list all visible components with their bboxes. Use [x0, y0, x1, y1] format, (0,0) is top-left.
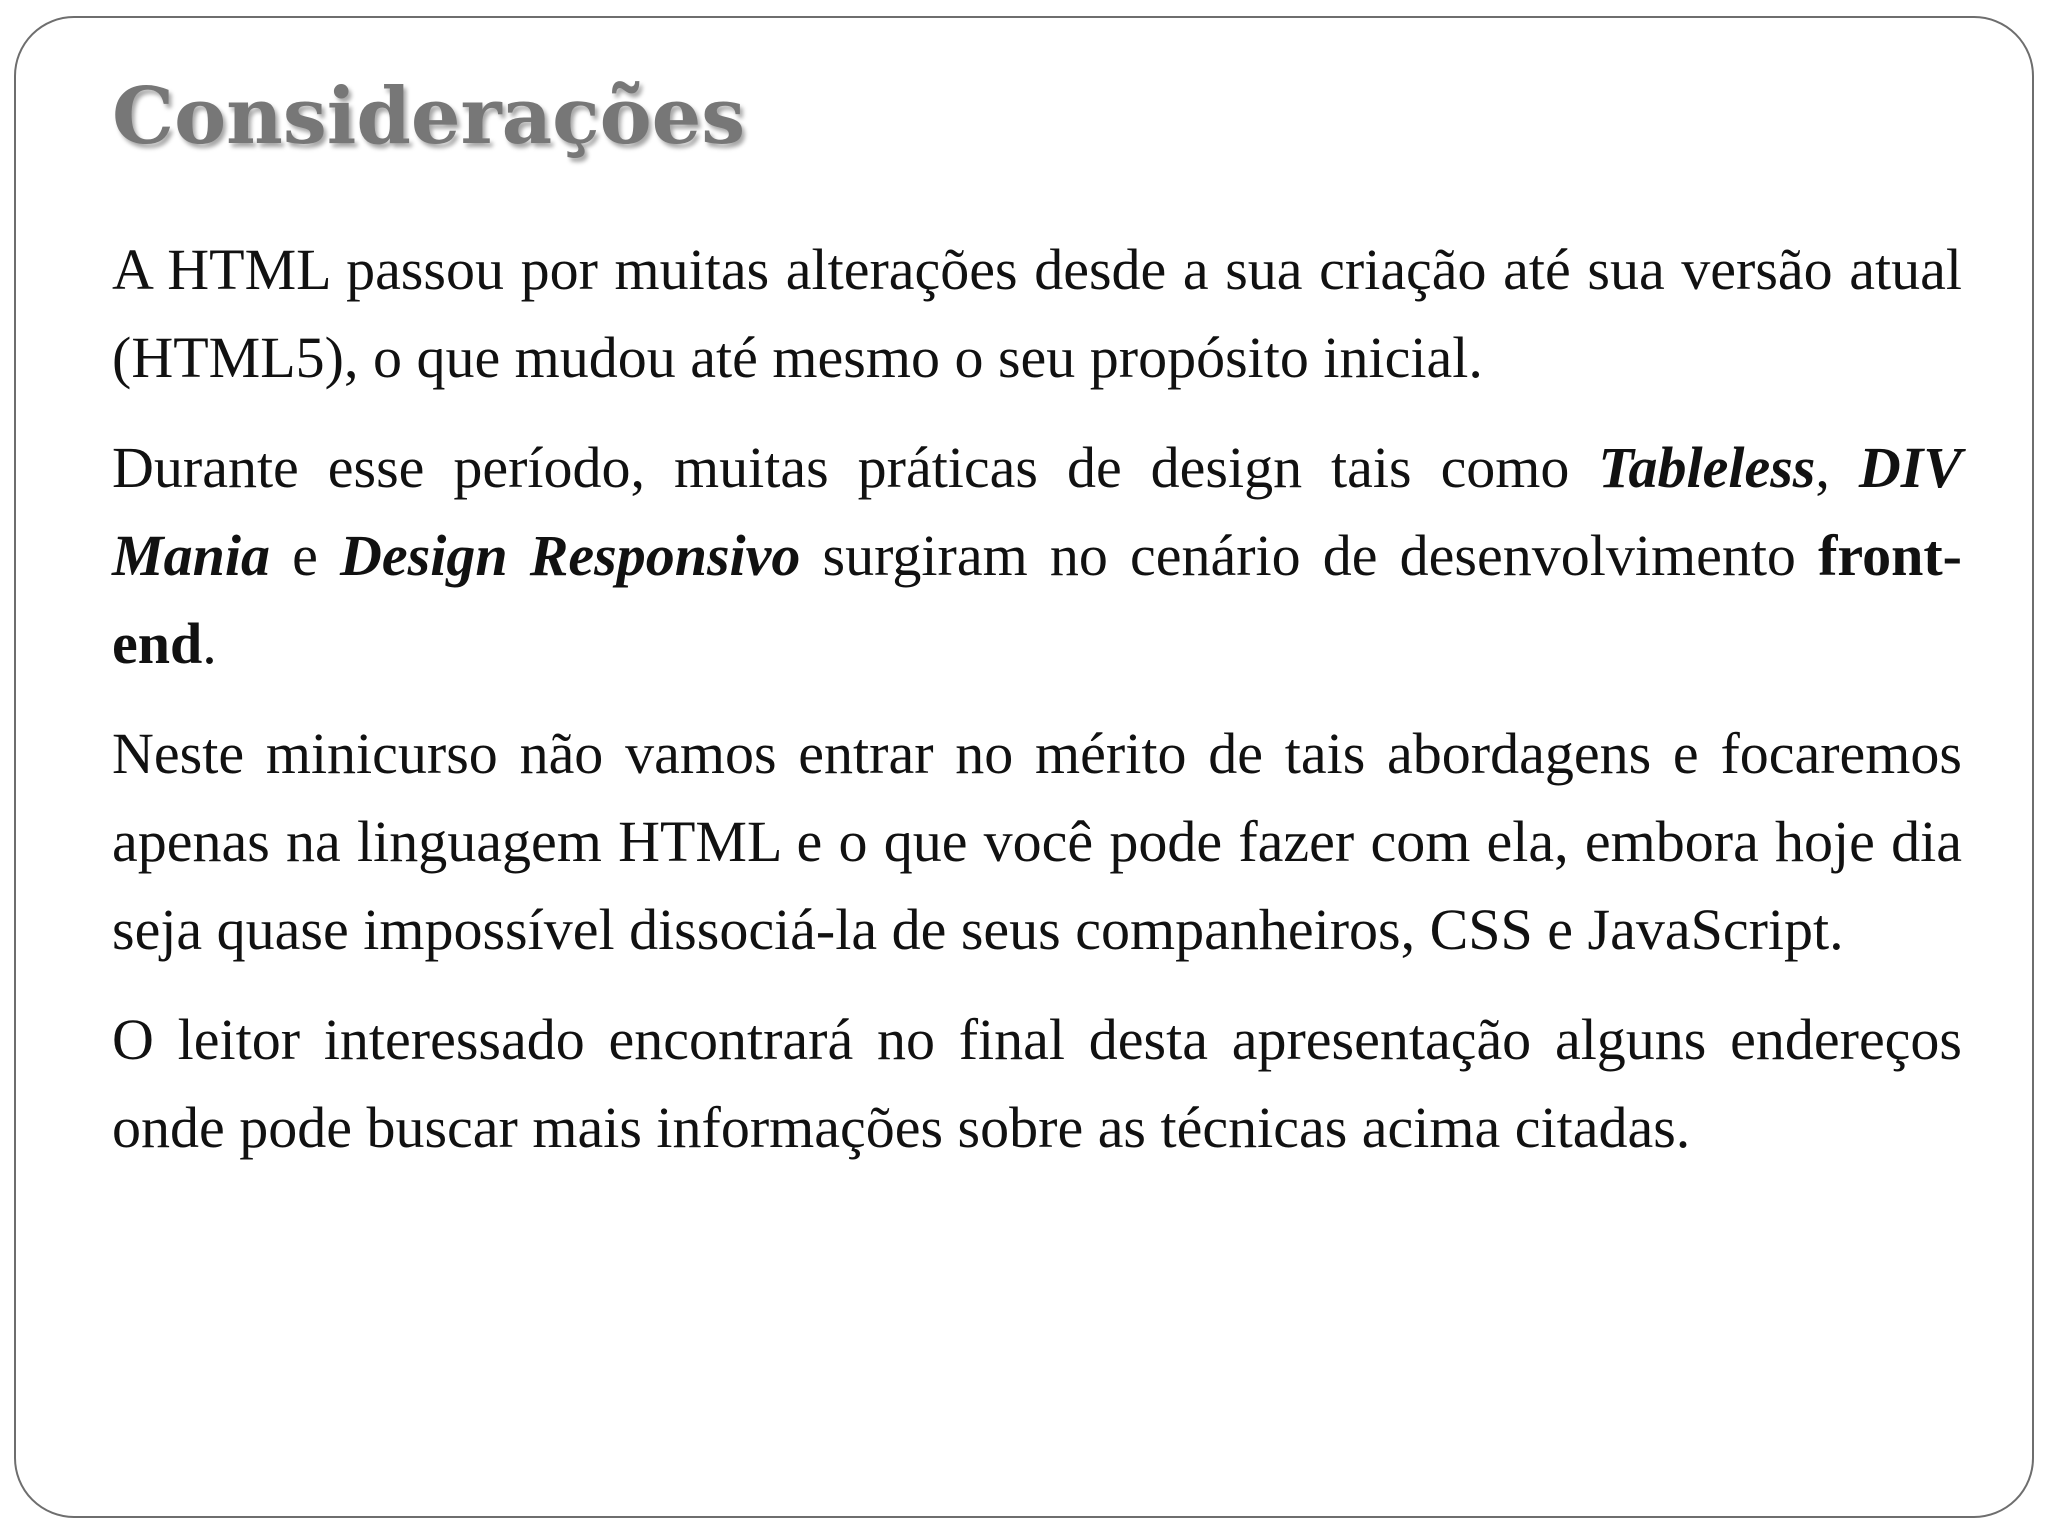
term-front-end: front-end: [112, 523, 1962, 676]
paragraph-text: e: [269, 523, 340, 588]
paragraph-references: O leitor interessado encontrará no final desta apresentação alguns endereços onde pode buscar mais informações sobre as técnicas acima citadas.: [112, 1007, 1962, 1160]
paragraph-design-practices: [112, 424, 1962, 688]
term-tableless: Tableless: [1598, 435, 1816, 500]
paragraph-text: .: [202, 611, 217, 676]
paragraph-text: Durante esse período, muitas práticas de design tais como: [112, 435, 1599, 500]
paragraph-course-focus: Neste minicurso não vamos entrar no mérito de tais abordagens e focaremos apenas na linguagem HTML e o que você pode fazer com ela, embora hoje dia seja quase impossível dissociá-la de seus companheiros, CSS e JavaScript.: [112, 721, 1962, 962]
term-div-mania: DIV Mania: [112, 435, 1962, 588]
slide-body: [112, 226, 1962, 1194]
paragraph-text: surgiram no cenário de desenvolvimento: [800, 523, 1819, 588]
slide-title: Considerações: [112, 71, 746, 162]
term-design-responsivo: Design Responsivo: [340, 523, 801, 588]
paragraph-html-history: A HTML passou por muitas alterações desde a sua criação até sua versão atual (HTML5), o que mudou até mesmo o seu propósito inicial.: [112, 237, 1962, 390]
slide-frame: [14, 16, 2034, 1518]
paragraph-text: ,: [1815, 435, 1859, 500]
